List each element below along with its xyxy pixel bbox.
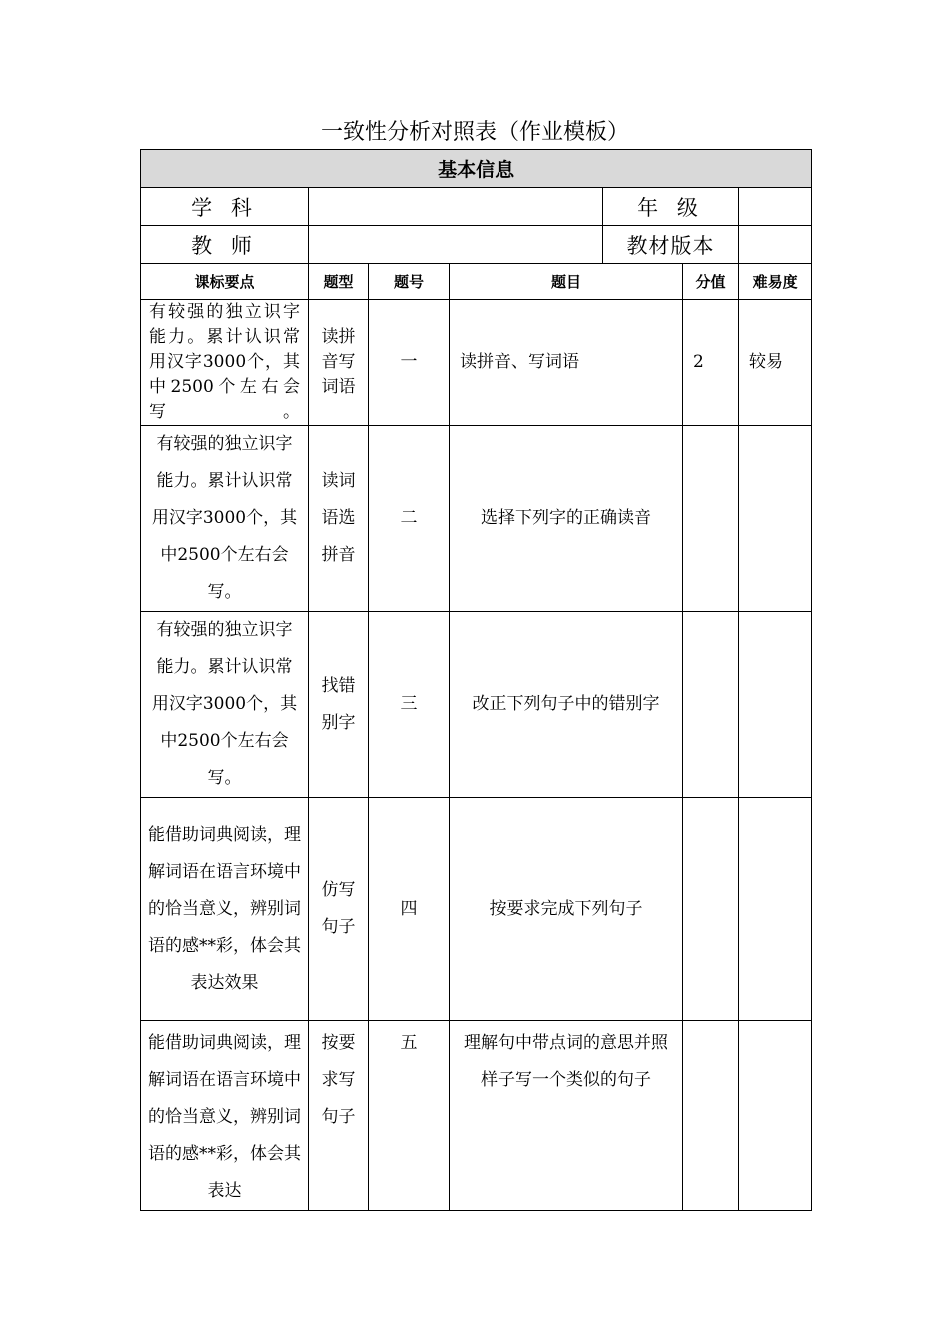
grade-label: 年 级 bbox=[603, 188, 739, 226]
standard-cell: 能借助词典阅读，理解词语在语言环境中的恰当意义，辨别词语的感**彩，体会其表达 bbox=[141, 1021, 309, 1211]
number-cell: 三 bbox=[369, 612, 450, 798]
table-row bbox=[141, 1021, 812, 1211]
col-header-standard: 课标要点 bbox=[141, 264, 309, 300]
consistency-table bbox=[140, 149, 812, 1211]
textbook-label: 教材版本 bbox=[603, 226, 739, 264]
difficulty-cell bbox=[739, 612, 812, 798]
number-cell: 一 bbox=[369, 300, 450, 426]
subject-value[interactable] bbox=[309, 188, 603, 226]
score-cell bbox=[683, 612, 739, 798]
subject-label: 学 科 bbox=[141, 188, 309, 226]
type-cell: 读词语选拼音 bbox=[309, 426, 369, 612]
teacher-value[interactable] bbox=[309, 226, 603, 264]
type-cell: 按要求写句子 bbox=[309, 1021, 369, 1211]
teacher-label: 教 师 bbox=[141, 226, 309, 264]
section-header-row bbox=[141, 150, 812, 188]
difficulty-cell bbox=[739, 798, 812, 1021]
info-row-subject bbox=[141, 188, 812, 226]
column-header-row bbox=[141, 264, 812, 300]
standard-cell: 有较强的独立识字能力。累计认识常用汉字3000个，其中2500个左右会写。 bbox=[141, 300, 309, 426]
table-row bbox=[141, 426, 812, 612]
question-cell: 读拼音、写词语 bbox=[450, 300, 683, 426]
page-title: 一致性分析对照表（作业模板） bbox=[320, 120, 629, 145]
col-header-difficulty: 难易度 bbox=[739, 264, 812, 300]
type-cell: 仿写句子 bbox=[309, 798, 369, 1021]
difficulty-cell: 较易 bbox=[739, 300, 812, 426]
type-cell: 读拼音写词语 bbox=[309, 300, 369, 426]
grade-value[interactable] bbox=[739, 188, 812, 226]
question-cell: 理解句中带点词的意思并照样子写一个类似的句子 bbox=[450, 1021, 683, 1211]
number-cell: 四 bbox=[369, 798, 450, 1021]
number-cell: 二 bbox=[369, 426, 450, 612]
score-cell: 2 bbox=[683, 300, 739, 426]
question-cell: 选择下列字的正确读音 bbox=[450, 426, 683, 612]
col-header-question: 题目 bbox=[450, 264, 683, 300]
question-cell: 改正下列句子中的错别字 bbox=[450, 612, 683, 798]
score-cell bbox=[683, 1021, 739, 1211]
standard-cell: 有较强的独立识字能力。累计认识常用汉字3000个，其中2500个左右会写。 bbox=[141, 426, 309, 612]
score-cell bbox=[683, 798, 739, 1021]
standard-cell: 有较强的独立识字能力。累计认识常用汉字3000个，其中2500个左右会写。 bbox=[141, 612, 309, 798]
col-header-score: 分值 bbox=[683, 264, 739, 300]
col-header-type: 题型 bbox=[309, 264, 369, 300]
standard-cell: 能借助词典阅读，理解词语在语言环境中的恰当意义，辨别词语的感**彩，体会其表达效果 bbox=[141, 798, 309, 1021]
textbook-value[interactable] bbox=[739, 226, 812, 264]
basic-info-header: 基本信息 bbox=[141, 150, 812, 188]
table-row bbox=[141, 300, 812, 426]
table-row bbox=[141, 612, 812, 798]
number-cell: 五 bbox=[369, 1021, 450, 1211]
question-cell: 按要求完成下列句子 bbox=[450, 798, 683, 1021]
table-row bbox=[141, 798, 812, 1021]
score-cell bbox=[683, 426, 739, 612]
info-row-teacher bbox=[141, 226, 812, 264]
col-header-number: 题号 bbox=[369, 264, 450, 300]
difficulty-cell bbox=[739, 426, 812, 612]
difficulty-cell bbox=[739, 1021, 812, 1211]
type-cell: 找错别字 bbox=[309, 612, 369, 798]
